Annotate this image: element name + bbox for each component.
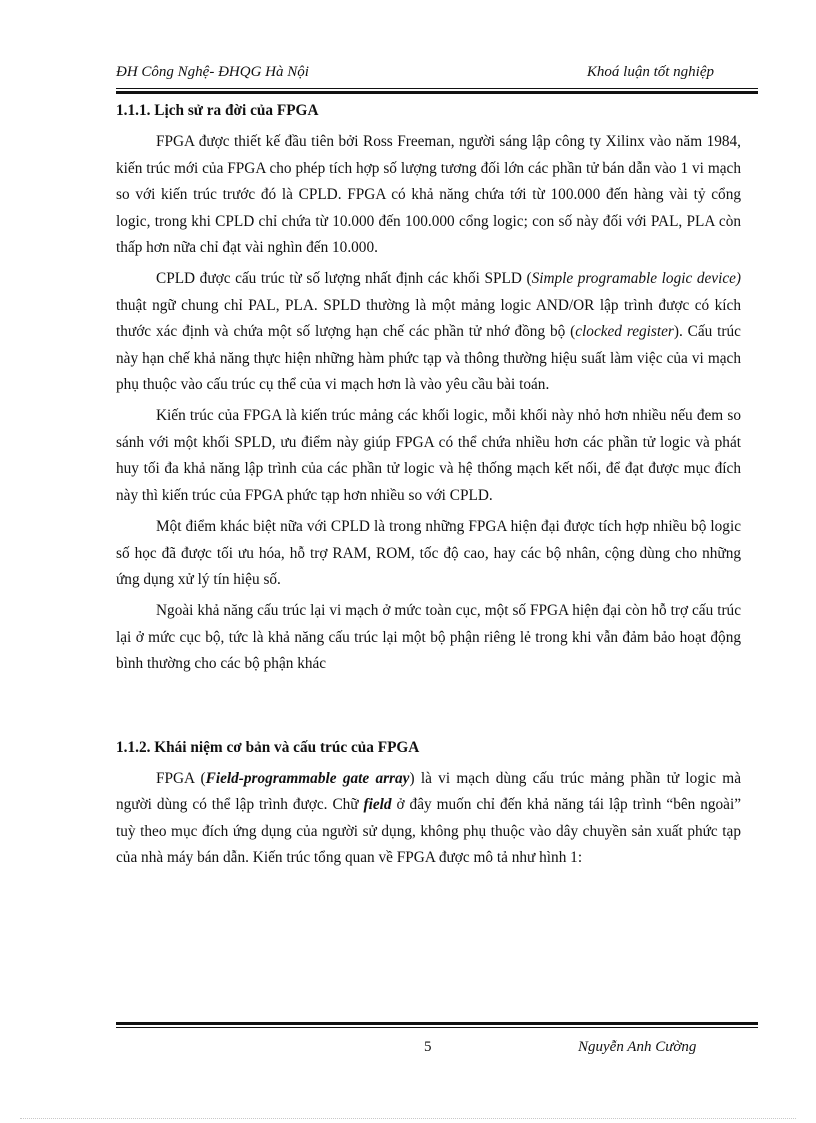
header-rule-thin	[116, 88, 758, 89]
page-bottom-dotted-border	[20, 1118, 796, 1119]
paragraph-6-text-a: FPGA (	[156, 769, 206, 787]
paragraph-2-text-e: ). Cấu trúc này hạn chế khả năng thực hiện những hàm phức tạp và thông thường hiệu suất làm việc của vi mạch phụ thuộc vào cấu trúc cụ thể của vi mạch hơn là vào yêu cầu bài toán.	[116, 323, 741, 394]
header-institution: ĐH Công Nghệ- ĐHQG Hà Nội	[116, 64, 309, 80]
paragraph-2-text-a: CPLD được cấu trúc từ số lượng nhất định các khối SPLD (	[156, 270, 532, 288]
paragraph-3: Kiến trúc của FPGA là kiến trúc mảng các khối logic, mỗi khối này nhỏ hơn nhiều nếu đem so sánh với một khối SPLD, ưu điểm này giúp FPGA có thể chứa nhiều hơn các phần tử logic và phát huy tối đa khả năng lập trình của các phần tử logic và hệ thống mạch kết nối, để đạt được mục đích này thì kiến trúc của FPGA phức tạp hơn nhiều so với CPLD.	[116, 407, 741, 504]
page-header	[116, 64, 714, 81]
header-rule-thick	[116, 91, 758, 94]
header-doc-type: Khoá luận tốt nghiệp	[586, 64, 714, 80]
paragraph-1: FPGA được thiết kế đầu tiên bởi Ross Freeman, người sáng lập công ty Xilinx vào năm 1984, kiến trúc mới của FPGA cho phép tích hợp số lượng tương đối lớn các phần tử bán dẫn vào 1 vi mạch so với kiến trúc trước đó là CPLD. FPGA có khả năng chứa tới từ 100.000 đến hàng vài tỷ cổng logic, trong khi CPLD chỉ chứa từ 10.000 đến 100.000 cổng logic; con số này đối với PAL, PLA còn thấp hơn nữa chỉ đạt vài nghìn đến 10.000.	[116, 133, 741, 257]
paragraph-6-bold-italic-field: field	[363, 796, 392, 814]
paragraph-5: Ngoài khả năng cấu trúc lại vi mạch ở mức toàn cục, một số FPGA hiện đại còn hỗ trợ cấu trúc lại ở mức cục bộ, tức là khả năng cấu trúc lại một bộ phận riêng lẻ trong khi vẫn đảm bảo hoạt động bình thường cho các bộ phận khác	[116, 602, 741, 673]
paragraph-6	[116, 766, 741, 872]
footer-rule-thin	[116, 1027, 758, 1028]
paragraph-2-italic-clocked: clocked register	[575, 323, 674, 341]
page-body	[116, 98, 741, 872]
footer-author: Nguyễn Anh Cường	[578, 1039, 697, 1055]
paragraph-2	[116, 266, 741, 398]
paragraph-6-text-c: ) là vi mạch dùng cấu trúc mảng phần tử logic mà người dùng có thể lập trình được. Chữ	[116, 769, 741, 814]
paragraph-2-italic-spld: Simple programable logic device)	[531, 270, 741, 288]
paragraph-6-bold-italic-term: Field-programmable gate array	[205, 769, 410, 787]
footer-rule-thick	[116, 1022, 758, 1025]
section-heading-1-1-2: 1.1.2. Khái niệm cơ bản và cấu trúc của FPGA	[116, 738, 420, 756]
paragraph-2-text-c: thuật ngữ chung chỉ PAL, PLA. SPLD thường là một mảng logic AND/OR lập trình được có kích thước xác định và chứa một số lượng hạn chế các phần tử nhớ đồng bộ (	[116, 296, 741, 341]
paragraph-4: Một điểm khác biệt nữa với CPLD là trong những FPGA hiện đại được tích hợp nhiều bộ logic số học đã được tối ưu hóa, hỗ trợ RAM, ROM, tốc độ cao, hay các bộ nhân, cộng dùng cho những ứng dụng xử lý tín hiệu số.	[116, 518, 741, 588]
paragraph-6-text-e: ở đây muốn chỉ đến khả năng tái lập trình “bên ngoài” tuỳ theo mục đích ứng dụng của người sử dụng, không phụ thuộc vào dây chuyền sản xuất phức tạp của nhà máy bán dẫn. Kiến trúc tổng quan về FPGA được mô tả như hình 1:	[116, 796, 741, 867]
section-heading-1-1-1: 1.1.1. Lịch sử ra đời của FPGA	[116, 102, 319, 119]
section-gap	[116, 678, 741, 735]
page-number: 5	[424, 1039, 432, 1055]
